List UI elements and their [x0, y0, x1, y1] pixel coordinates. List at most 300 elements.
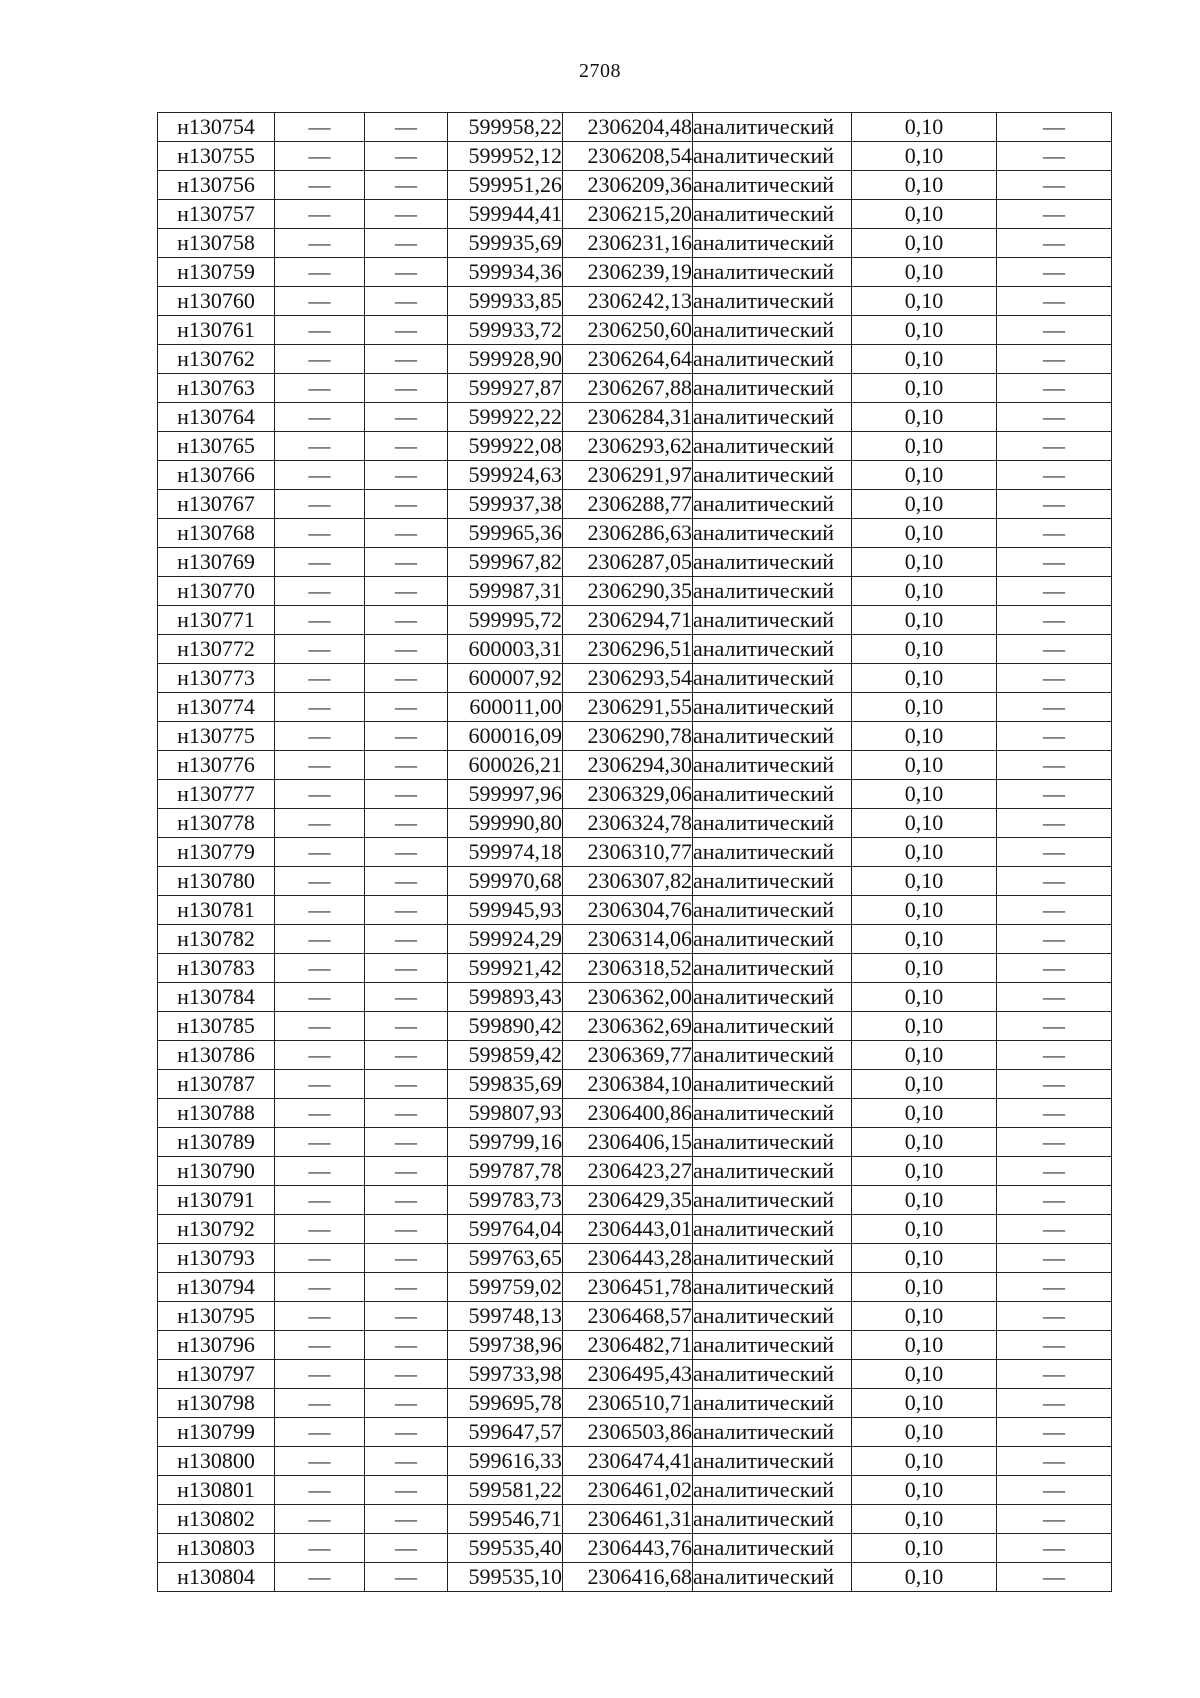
- old-y-cell: —: [365, 113, 448, 142]
- point-cell: н130784: [158, 983, 275, 1012]
- accuracy-cell: 0,10: [852, 1128, 997, 1157]
- old-x-cell: —: [275, 200, 365, 229]
- method-cell: аналитический: [693, 1244, 852, 1273]
- table-row: [158, 432, 1112, 461]
- method-cell: аналитический: [693, 693, 852, 722]
- accuracy-cell: 0,10: [852, 432, 997, 461]
- description-cell: —: [997, 1389, 1112, 1418]
- method-cell: аналитический: [693, 635, 852, 664]
- y-coordinate-cell: 2306461,31: [563, 1505, 693, 1534]
- table-row: [158, 896, 1112, 925]
- accuracy-cell: 0,10: [852, 461, 997, 490]
- y-coordinate-cell: 2306429,35: [563, 1186, 693, 1215]
- old-y-cell: —: [365, 664, 448, 693]
- table-row: [158, 1360, 1112, 1389]
- point-cell: н130780: [158, 867, 275, 896]
- old-x-cell: —: [275, 809, 365, 838]
- y-coordinate-cell: 2306443,01: [563, 1215, 693, 1244]
- y-coordinate-cell: 2306204,48: [563, 113, 693, 142]
- point-cell: н130782: [158, 925, 275, 954]
- old-y-cell: —: [365, 432, 448, 461]
- table-row: [158, 1128, 1112, 1157]
- description-cell: —: [997, 1099, 1112, 1128]
- y-coordinate-cell: 2306318,52: [563, 954, 693, 983]
- table-row: [158, 548, 1112, 577]
- old-y-cell: —: [365, 142, 448, 171]
- old-y-cell: —: [365, 954, 448, 983]
- old-y-cell: —: [365, 751, 448, 780]
- table-row: [158, 1563, 1112, 1592]
- y-coordinate-cell: 2306314,06: [563, 925, 693, 954]
- x-coordinate-cell: 599835,69: [448, 1070, 563, 1099]
- accuracy-cell: 0,10: [852, 606, 997, 635]
- description-cell: —: [997, 838, 1112, 867]
- old-y-cell: —: [365, 896, 448, 925]
- accuracy-cell: 0,10: [852, 403, 997, 432]
- old-y-cell: —: [365, 722, 448, 751]
- method-cell: аналитический: [693, 1534, 852, 1563]
- table-row: [158, 925, 1112, 954]
- point-cell: н130758: [158, 229, 275, 258]
- x-coordinate-cell: 599951,26: [448, 171, 563, 200]
- old-x-cell: —: [275, 1215, 365, 1244]
- old-x-cell: —: [275, 1505, 365, 1534]
- x-coordinate-cell: 599535,10: [448, 1563, 563, 1592]
- method-cell: аналитический: [693, 548, 852, 577]
- x-coordinate-cell: 599787,78: [448, 1157, 563, 1186]
- table-row: [158, 1070, 1112, 1099]
- old-y-cell: —: [365, 403, 448, 432]
- old-y-cell: —: [365, 1012, 448, 1041]
- point-cell: н130779: [158, 838, 275, 867]
- y-coordinate-cell: 2306307,82: [563, 867, 693, 896]
- point-cell: н130799: [158, 1418, 275, 1447]
- method-cell: аналитический: [693, 200, 852, 229]
- accuracy-cell: 0,10: [852, 1012, 997, 1041]
- method-cell: аналитический: [693, 461, 852, 490]
- old-y-cell: —: [365, 1389, 448, 1418]
- old-y-cell: —: [365, 1215, 448, 1244]
- description-cell: —: [997, 1273, 1112, 1302]
- accuracy-cell: 0,10: [852, 722, 997, 751]
- point-cell: н130802: [158, 1505, 275, 1534]
- y-coordinate-cell: 2306451,78: [563, 1273, 693, 1302]
- old-x-cell: —: [275, 1012, 365, 1041]
- table-row: [158, 983, 1112, 1012]
- old-x-cell: —: [275, 1389, 365, 1418]
- table-row: [158, 171, 1112, 200]
- point-cell: н130762: [158, 345, 275, 374]
- y-coordinate-cell: 2306250,60: [563, 316, 693, 345]
- table-row: [158, 1244, 1112, 1273]
- accuracy-cell: 0,10: [852, 1505, 997, 1534]
- y-coordinate-cell: 2306215,20: [563, 200, 693, 229]
- point-cell: н130765: [158, 432, 275, 461]
- method-cell: аналитический: [693, 1128, 852, 1157]
- description-cell: —: [997, 751, 1112, 780]
- table-row: [158, 490, 1112, 519]
- method-cell: аналитический: [693, 722, 852, 751]
- y-coordinate-cell: 2306290,35: [563, 577, 693, 606]
- y-coordinate-cell: 2306423,27: [563, 1157, 693, 1186]
- x-coordinate-cell: 599924,63: [448, 461, 563, 490]
- old-x-cell: —: [275, 1331, 365, 1360]
- accuracy-cell: 0,10: [852, 1360, 997, 1389]
- accuracy-cell: 0,10: [852, 229, 997, 258]
- accuracy-cell: 0,10: [852, 1302, 997, 1331]
- y-coordinate-cell: 2306362,69: [563, 1012, 693, 1041]
- y-coordinate-cell: 2306267,88: [563, 374, 693, 403]
- old-y-cell: —: [365, 1476, 448, 1505]
- x-coordinate-cell: 599859,42: [448, 1041, 563, 1070]
- table-row: [158, 722, 1112, 751]
- description-cell: —: [997, 171, 1112, 200]
- x-coordinate-cell: 599974,18: [448, 838, 563, 867]
- y-coordinate-cell: 2306291,55: [563, 693, 693, 722]
- description-cell: —: [997, 461, 1112, 490]
- old-x-cell: —: [275, 1563, 365, 1592]
- description-cell: —: [997, 345, 1112, 374]
- accuracy-cell: 0,10: [852, 983, 997, 1012]
- old-y-cell: —: [365, 983, 448, 1012]
- description-cell: —: [997, 432, 1112, 461]
- description-cell: —: [997, 403, 1112, 432]
- y-coordinate-cell: 2306461,02: [563, 1476, 693, 1505]
- table-row: [158, 1099, 1112, 1128]
- old-y-cell: —: [365, 548, 448, 577]
- x-coordinate-cell: 599733,98: [448, 1360, 563, 1389]
- table-row: [158, 780, 1112, 809]
- x-coordinate-cell: 599922,22: [448, 403, 563, 432]
- accuracy-cell: 0,10: [852, 519, 997, 548]
- method-cell: аналитический: [693, 1070, 852, 1099]
- point-cell: н130798: [158, 1389, 275, 1418]
- old-y-cell: —: [365, 1273, 448, 1302]
- method-cell: аналитический: [693, 1157, 852, 1186]
- accuracy-cell: 0,10: [852, 345, 997, 374]
- method-cell: аналитический: [693, 867, 852, 896]
- point-cell: н130775: [158, 722, 275, 751]
- x-coordinate-cell: 600026,21: [448, 751, 563, 780]
- description-cell: —: [997, 1360, 1112, 1389]
- y-coordinate-cell: 2306443,76: [563, 1534, 693, 1563]
- old-x-cell: —: [275, 635, 365, 664]
- method-cell: аналитический: [693, 432, 852, 461]
- x-coordinate-cell: 599970,68: [448, 867, 563, 896]
- description-cell: —: [997, 606, 1112, 635]
- table-row: [158, 1302, 1112, 1331]
- description-cell: —: [997, 1186, 1112, 1215]
- point-cell: н130789: [158, 1128, 275, 1157]
- accuracy-cell: 0,10: [852, 1563, 997, 1592]
- old-y-cell: —: [365, 200, 448, 229]
- description-cell: —: [997, 1070, 1112, 1099]
- description-cell: —: [997, 374, 1112, 403]
- old-y-cell: —: [365, 1505, 448, 1534]
- method-cell: аналитический: [693, 983, 852, 1012]
- method-cell: аналитический: [693, 258, 852, 287]
- accuracy-cell: 0,10: [852, 1331, 997, 1360]
- point-cell: н130788: [158, 1099, 275, 1128]
- point-cell: н130790: [158, 1157, 275, 1186]
- accuracy-cell: 0,10: [852, 1389, 997, 1418]
- table-row: [158, 1186, 1112, 1215]
- table-row: [158, 577, 1112, 606]
- accuracy-cell: 0,10: [852, 693, 997, 722]
- old-x-cell: —: [275, 954, 365, 983]
- old-y-cell: —: [365, 1157, 448, 1186]
- old-y-cell: —: [365, 606, 448, 635]
- old-y-cell: —: [365, 171, 448, 200]
- method-cell: аналитический: [693, 809, 852, 838]
- old-y-cell: —: [365, 229, 448, 258]
- old-x-cell: —: [275, 838, 365, 867]
- description-cell: —: [997, 780, 1112, 809]
- method-cell: аналитический: [693, 1273, 852, 1302]
- x-coordinate-cell: 599937,38: [448, 490, 563, 519]
- x-coordinate-cell: 599647,57: [448, 1418, 563, 1447]
- old-x-cell: —: [275, 1244, 365, 1273]
- method-cell: аналитический: [693, 1389, 852, 1418]
- method-cell: аналитический: [693, 171, 852, 200]
- x-coordinate-cell: 600007,92: [448, 664, 563, 693]
- point-cell: н130772: [158, 635, 275, 664]
- x-coordinate-cell: 599965,36: [448, 519, 563, 548]
- table-row: [158, 838, 1112, 867]
- table-row: [158, 1273, 1112, 1302]
- accuracy-cell: 0,10: [852, 1186, 997, 1215]
- old-x-cell: —: [275, 490, 365, 519]
- point-cell: н130786: [158, 1041, 275, 1070]
- method-cell: аналитический: [693, 1012, 852, 1041]
- accuracy-cell: 0,10: [852, 258, 997, 287]
- method-cell: аналитический: [693, 664, 852, 693]
- accuracy-cell: 0,10: [852, 635, 997, 664]
- old-x-cell: —: [275, 1186, 365, 1215]
- method-cell: аналитический: [693, 345, 852, 374]
- table-row: [158, 113, 1112, 142]
- table-row: [158, 403, 1112, 432]
- old-x-cell: —: [275, 983, 365, 1012]
- table-body: [158, 113, 1112, 1592]
- method-cell: аналитический: [693, 1476, 852, 1505]
- accuracy-cell: 0,10: [852, 1244, 997, 1273]
- old-y-cell: —: [365, 1563, 448, 1592]
- y-coordinate-cell: 2306416,68: [563, 1563, 693, 1592]
- x-coordinate-cell: 599807,93: [448, 1099, 563, 1128]
- old-y-cell: —: [365, 693, 448, 722]
- old-x-cell: —: [275, 316, 365, 345]
- point-cell: н130761: [158, 316, 275, 345]
- table-row: [158, 519, 1112, 548]
- old-x-cell: —: [275, 229, 365, 258]
- table-row: [158, 1447, 1112, 1476]
- old-x-cell: —: [275, 519, 365, 548]
- point-cell: н130791: [158, 1186, 275, 1215]
- method-cell: аналитический: [693, 1302, 852, 1331]
- x-coordinate-cell: 599944,41: [448, 200, 563, 229]
- y-coordinate-cell: 2306242,13: [563, 287, 693, 316]
- old-x-cell: —: [275, 693, 365, 722]
- table-row: [158, 229, 1112, 258]
- point-cell: н130785: [158, 1012, 275, 1041]
- point-cell: н130764: [158, 403, 275, 432]
- x-coordinate-cell: 599616,33: [448, 1447, 563, 1476]
- y-coordinate-cell: 2306288,77: [563, 490, 693, 519]
- old-y-cell: —: [365, 780, 448, 809]
- old-y-cell: —: [365, 1244, 448, 1273]
- x-coordinate-cell: 600016,09: [448, 722, 563, 751]
- point-cell: н130804: [158, 1563, 275, 1592]
- description-cell: —: [997, 925, 1112, 954]
- point-cell: н130754: [158, 113, 275, 142]
- old-x-cell: —: [275, 1273, 365, 1302]
- table-row: [158, 1215, 1112, 1244]
- description-cell: —: [997, 229, 1112, 258]
- method-cell: аналитический: [693, 1186, 852, 1215]
- method-cell: аналитический: [693, 229, 852, 258]
- accuracy-cell: 0,10: [852, 287, 997, 316]
- x-coordinate-cell: 599763,65: [448, 1244, 563, 1273]
- y-coordinate-cell: 2306310,77: [563, 838, 693, 867]
- method-cell: аналитический: [693, 490, 852, 519]
- y-coordinate-cell: 2306503,86: [563, 1418, 693, 1447]
- accuracy-cell: 0,10: [852, 577, 997, 606]
- table-row: [158, 809, 1112, 838]
- accuracy-cell: 0,10: [852, 548, 997, 577]
- old-x-cell: —: [275, 1128, 365, 1157]
- accuracy-cell: 0,10: [852, 200, 997, 229]
- x-coordinate-cell: 599945,93: [448, 896, 563, 925]
- point-cell: н130795: [158, 1302, 275, 1331]
- accuracy-cell: 0,10: [852, 867, 997, 896]
- table-row: [158, 1331, 1112, 1360]
- x-coordinate-cell: 599546,71: [448, 1505, 563, 1534]
- method-cell: аналитический: [693, 1447, 852, 1476]
- point-cell: н130759: [158, 258, 275, 287]
- method-cell: аналитический: [693, 519, 852, 548]
- old-x-cell: —: [275, 548, 365, 577]
- point-cell: н130757: [158, 200, 275, 229]
- description-cell: —: [997, 548, 1112, 577]
- description-cell: —: [997, 142, 1112, 171]
- old-x-cell: —: [275, 287, 365, 316]
- old-x-cell: —: [275, 1157, 365, 1186]
- method-cell: аналитический: [693, 1099, 852, 1128]
- old-y-cell: —: [365, 925, 448, 954]
- method-cell: аналитический: [693, 1360, 852, 1389]
- point-cell: н130778: [158, 809, 275, 838]
- point-cell: н130756: [158, 171, 275, 200]
- point-cell: н130796: [158, 1331, 275, 1360]
- y-coordinate-cell: 2306400,86: [563, 1099, 693, 1128]
- x-coordinate-cell: 599924,29: [448, 925, 563, 954]
- point-cell: н130768: [158, 519, 275, 548]
- old-x-cell: —: [275, 867, 365, 896]
- point-cell: н130755: [158, 142, 275, 171]
- description-cell: —: [997, 1041, 1112, 1070]
- accuracy-cell: 0,10: [852, 1215, 997, 1244]
- point-cell: н130769: [158, 548, 275, 577]
- x-coordinate-cell: 599759,02: [448, 1273, 563, 1302]
- old-x-cell: —: [275, 1476, 365, 1505]
- y-coordinate-cell: 2306324,78: [563, 809, 693, 838]
- y-coordinate-cell: 2306304,76: [563, 896, 693, 925]
- accuracy-cell: 0,10: [852, 780, 997, 809]
- description-cell: —: [997, 635, 1112, 664]
- y-coordinate-cell: 2306284,31: [563, 403, 693, 432]
- x-coordinate-cell: 599893,43: [448, 983, 563, 1012]
- accuracy-cell: 0,10: [852, 142, 997, 171]
- method-cell: аналитический: [693, 142, 852, 171]
- table-row: [158, 1534, 1112, 1563]
- method-cell: аналитический: [693, 896, 852, 925]
- table-row: [158, 142, 1112, 171]
- table-row: [158, 1157, 1112, 1186]
- description-cell: —: [997, 113, 1112, 142]
- table-row: [158, 635, 1112, 664]
- x-coordinate-cell: 599535,40: [448, 1534, 563, 1563]
- table-row: [158, 345, 1112, 374]
- x-coordinate-cell: 599922,08: [448, 432, 563, 461]
- x-coordinate-cell: 599695,78: [448, 1389, 563, 1418]
- old-y-cell: —: [365, 345, 448, 374]
- table-row: [158, 867, 1112, 896]
- old-x-cell: —: [275, 1302, 365, 1331]
- point-cell: н130766: [158, 461, 275, 490]
- point-cell: н130783: [158, 954, 275, 983]
- point-cell: н130777: [158, 780, 275, 809]
- accuracy-cell: 0,10: [852, 1157, 997, 1186]
- table-row: [158, 1476, 1112, 1505]
- table-row: [158, 664, 1112, 693]
- y-coordinate-cell: 2306495,43: [563, 1360, 693, 1389]
- old-x-cell: —: [275, 258, 365, 287]
- old-x-cell: —: [275, 432, 365, 461]
- description-cell: —: [997, 1447, 1112, 1476]
- x-coordinate-cell: 599934,36: [448, 258, 563, 287]
- y-coordinate-cell: 2306293,62: [563, 432, 693, 461]
- old-y-cell: —: [365, 809, 448, 838]
- method-cell: аналитический: [693, 577, 852, 606]
- old-y-cell: —: [365, 1128, 448, 1157]
- description-cell: —: [997, 258, 1112, 287]
- x-coordinate-cell: 599987,31: [448, 577, 563, 606]
- old-x-cell: —: [275, 374, 365, 403]
- old-y-cell: —: [365, 519, 448, 548]
- accuracy-cell: 0,10: [852, 954, 997, 983]
- accuracy-cell: 0,10: [852, 809, 997, 838]
- point-cell: н130771: [158, 606, 275, 635]
- old-y-cell: —: [365, 490, 448, 519]
- method-cell: аналитический: [693, 606, 852, 635]
- y-coordinate-cell: 2306482,71: [563, 1331, 693, 1360]
- point-cell: н130787: [158, 1070, 275, 1099]
- accuracy-cell: 0,10: [852, 1099, 997, 1128]
- description-cell: —: [997, 954, 1112, 983]
- y-coordinate-cell: 2306294,30: [563, 751, 693, 780]
- description-cell: —: [997, 577, 1112, 606]
- accuracy-cell: 0,10: [852, 838, 997, 867]
- y-coordinate-cell: 2306287,05: [563, 548, 693, 577]
- method-cell: аналитический: [693, 1505, 852, 1534]
- old-y-cell: —: [365, 1331, 448, 1360]
- old-y-cell: —: [365, 258, 448, 287]
- method-cell: аналитический: [693, 113, 852, 142]
- old-y-cell: —: [365, 867, 448, 896]
- point-cell: н130770: [158, 577, 275, 606]
- x-coordinate-cell: 599995,72: [448, 606, 563, 635]
